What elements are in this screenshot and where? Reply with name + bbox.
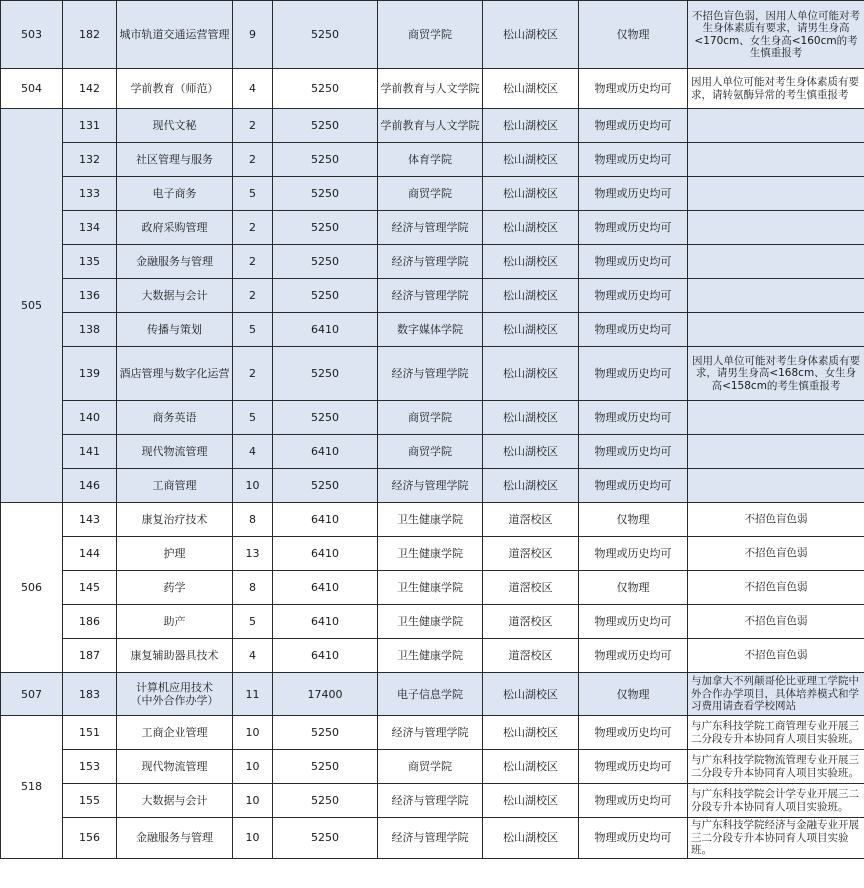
tuition-cell: 17400 (273, 673, 378, 716)
tuition-cell: 6410 (273, 313, 378, 347)
major-code-cell: 141 (63, 435, 117, 469)
college-cell: 学前教育与人文学院 (378, 69, 483, 109)
table-row (1, 435, 864, 469)
plan-count-cell: 10 (233, 818, 273, 859)
tuition-cell: 6410 (273, 605, 378, 639)
major-code-cell: 142 (63, 69, 117, 109)
tuition-cell: 6410 (273, 503, 378, 537)
tuition-cell: 5250 (273, 784, 378, 818)
table-row (1, 784, 864, 818)
subject-requirement-cell: 物理或历史均可 (579, 469, 688, 503)
table-row (1, 401, 864, 435)
campus-cell: 松山湖校区 (483, 750, 579, 784)
major-name-cell: 传播与策划 (117, 313, 233, 347)
plan-count-cell: 8 (233, 571, 273, 605)
plan-count-cell: 5 (233, 177, 273, 211)
tuition-cell: 6410 (273, 435, 378, 469)
plan-count-cell: 5 (233, 605, 273, 639)
major-code-cell: 187 (63, 639, 117, 673)
tuition-cell: 6410 (273, 537, 378, 571)
major-code-cell: 144 (63, 537, 117, 571)
subject-requirement-cell: 物理或历史均可 (579, 537, 688, 571)
major-name-cell: 大数据与会计 (117, 279, 233, 313)
major-code-cell: 153 (63, 750, 117, 784)
major-name-cell: 现代物流管理 (117, 435, 233, 469)
remark-cell (688, 109, 864, 143)
college-cell: 经济与管理学院 (378, 211, 483, 245)
subject-requirement-cell: 物理或历史均可 (579, 784, 688, 818)
plan-count-cell: 2 (233, 109, 273, 143)
plan-count-cell: 10 (233, 784, 273, 818)
subject-requirement-cell: 物理或历史均可 (579, 143, 688, 177)
major-name-cell: 商务英语 (117, 401, 233, 435)
campus-cell: 松山湖校区 (483, 435, 579, 469)
college-cell: 商贸学院 (378, 177, 483, 211)
group-code-cell: 518 (1, 716, 63, 859)
major-code-cell: 132 (63, 143, 117, 177)
remark-cell: 与广东科技学院物流管理专业开展三二分段专升本协同育人项目实验班。 (688, 750, 864, 784)
tuition-cell: 5250 (273, 818, 378, 859)
plan-count-cell: 8 (233, 503, 273, 537)
remark-cell (688, 177, 864, 211)
subject-requirement-cell: 物理或历史均可 (579, 211, 688, 245)
table-row (1, 537, 864, 571)
major-code-cell: 138 (63, 313, 117, 347)
group-code-cell: 507 (1, 673, 63, 716)
tuition-cell: 5250 (273, 69, 378, 109)
major-name-cell: 电子商务 (117, 177, 233, 211)
tuition-cell: 5250 (273, 211, 378, 245)
table-row (1, 571, 864, 605)
major-name-cell: 大数据与会计 (117, 784, 233, 818)
college-cell: 电子信息学院 (378, 673, 483, 716)
major-name-cell: 康复辅助器具技术 (117, 639, 233, 673)
plan-count-cell: 9 (233, 1, 273, 69)
campus-cell: 松山湖校区 (483, 716, 579, 750)
college-cell: 学前教育与人文学院 (378, 109, 483, 143)
college-cell: 卫生健康学院 (378, 503, 483, 537)
plan-count-cell: 4 (233, 69, 273, 109)
remark-cell (688, 245, 864, 279)
major-code-cell: 140 (63, 401, 117, 435)
remark-cell: 与广东科技学院会计学专业开展三二分段专升本协同育人项目实验班。 (688, 784, 864, 818)
plan-count-cell: 5 (233, 401, 273, 435)
major-name-cell: 社区管理与服务 (117, 143, 233, 177)
campus-cell: 道滘校区 (483, 537, 579, 571)
campus-cell: 松山湖校区 (483, 69, 579, 109)
table-row (1, 1, 864, 69)
subject-requirement-cell: 物理或历史均可 (579, 313, 688, 347)
subject-requirement-cell: 物理或历史均可 (579, 605, 688, 639)
major-code-cell: 133 (63, 177, 117, 211)
remark-cell: 不招色盲色弱 (688, 571, 864, 605)
college-cell: 经济与管理学院 (378, 784, 483, 818)
major-code-cell: 139 (63, 347, 117, 401)
table-row (1, 605, 864, 639)
campus-cell: 松山湖校区 (483, 143, 579, 177)
table-row (1, 177, 864, 211)
remark-cell: 因用人单位可能对考生身体素质有要求，请转氨酶异常的考生慎重报考 (688, 69, 864, 109)
plan-count-cell: 10 (233, 469, 273, 503)
tuition-cell: 5250 (273, 1, 378, 69)
campus-cell: 松山湖校区 (483, 1, 579, 69)
subject-requirement-cell: 物理或历史均可 (579, 818, 688, 859)
tuition-cell: 5250 (273, 279, 378, 313)
major-code-cell: 151 (63, 716, 117, 750)
major-name-cell: 工商企业管理 (117, 716, 233, 750)
remark-cell: 不招色盲色弱，因用人单位可能对考生身体素质有要求，请男生身高<170cm、女生身高<160cm的考生慎重报考 (688, 1, 864, 69)
table-row (1, 313, 864, 347)
remark-cell (688, 435, 864, 469)
college-cell: 卫生健康学院 (378, 605, 483, 639)
table-row (1, 143, 864, 177)
plan-count-cell: 5 (233, 313, 273, 347)
tuition-cell: 5250 (273, 469, 378, 503)
remark-cell (688, 313, 864, 347)
campus-cell: 松山湖校区 (483, 401, 579, 435)
plan-count-cell: 11 (233, 673, 273, 716)
major-name-cell: 现代文秘 (117, 109, 233, 143)
major-code-cell: 134 (63, 211, 117, 245)
plan-count-cell: 10 (233, 716, 273, 750)
subject-requirement-cell: 物理或历史均可 (579, 639, 688, 673)
campus-cell: 松山湖校区 (483, 177, 579, 211)
subject-requirement-cell: 物理或历史均可 (579, 750, 688, 784)
college-cell: 商贸学院 (378, 750, 483, 784)
college-cell: 经济与管理学院 (378, 347, 483, 401)
tuition-cell: 5250 (273, 109, 378, 143)
subject-requirement-cell: 仅物理 (579, 673, 688, 716)
major-name-cell: 金融服务与管理 (117, 245, 233, 279)
remark-cell: 与广东科技学院工商管理专业开展三二分段专升本协同育人项目实验班。 (688, 716, 864, 750)
table-row (1, 245, 864, 279)
table-row (1, 469, 864, 503)
major-code-cell: 186 (63, 605, 117, 639)
major-name-cell: 康复治疗技术 (117, 503, 233, 537)
major-name-cell: 现代物流管理 (117, 750, 233, 784)
college-cell: 经济与管理学院 (378, 245, 483, 279)
remark-cell: 不招色盲色弱 (688, 537, 864, 571)
remark-cell (688, 469, 864, 503)
tuition-cell: 6410 (273, 639, 378, 673)
campus-cell: 松山湖校区 (483, 347, 579, 401)
major-code-cell: 182 (63, 1, 117, 69)
subject-requirement-cell: 仅物理 (579, 503, 688, 537)
subject-requirement-cell: 物理或历史均可 (579, 435, 688, 469)
major-name-cell: 护理 (117, 537, 233, 571)
major-code-cell: 135 (63, 245, 117, 279)
campus-cell: 道滘校区 (483, 605, 579, 639)
remark-cell (688, 401, 864, 435)
campus-cell: 松山湖校区 (483, 673, 579, 716)
campus-cell: 松山湖校区 (483, 818, 579, 859)
remark-cell: 与广东科技学院经济与金融专业开展三二分段专升本协同育人项目实验班。 (688, 818, 864, 859)
major-name-cell: 药学 (117, 571, 233, 605)
table-row (1, 639, 864, 673)
plan-count-cell: 2 (233, 245, 273, 279)
remark-cell: 不招色盲色弱 (688, 605, 864, 639)
campus-cell: 松山湖校区 (483, 109, 579, 143)
campus-cell: 道滘校区 (483, 639, 579, 673)
major-code-cell: 131 (63, 109, 117, 143)
remark-cell: 因用人单位可能对考生身体素质有要求，请男生身高<168cm、女生身高<158cm的考生慎重报考 (688, 347, 864, 401)
remark-cell (688, 143, 864, 177)
tuition-cell: 5250 (273, 750, 378, 784)
table-row (1, 69, 864, 109)
campus-cell: 道滘校区 (483, 503, 579, 537)
tuition-cell: 5250 (273, 401, 378, 435)
major-name-cell: 计算机应用技术 （中外合作办学） (117, 673, 233, 716)
group-code-cell: 506 (1, 503, 63, 673)
subject-requirement-cell: 物理或历史均可 (579, 716, 688, 750)
table-row (1, 109, 864, 143)
college-cell: 体育学院 (378, 143, 483, 177)
subject-requirement-cell: 物理或历史均可 (579, 245, 688, 279)
table-row (1, 716, 864, 750)
subject-requirement-cell: 物理或历史均可 (579, 347, 688, 401)
tuition-cell: 5250 (273, 245, 378, 279)
plan-count-cell: 10 (233, 750, 273, 784)
plan-count-cell: 4 (233, 639, 273, 673)
major-name-cell: 金融服务与管理 (117, 818, 233, 859)
group-code-cell: 505 (1, 109, 63, 503)
table-row (1, 347, 864, 401)
campus-cell: 道滘校区 (483, 571, 579, 605)
remark-cell: 与加拿大不列颠哥伦比亚理工学院中外合作办学项目，具体培养模式和学习费用请查看学校网站 (688, 673, 864, 716)
campus-cell: 松山湖校区 (483, 469, 579, 503)
group-code-cell: 503 (1, 1, 63, 69)
subject-requirement-cell: 物理或历史均可 (579, 109, 688, 143)
subject-requirement-cell: 仅物理 (579, 1, 688, 69)
college-cell: 经济与管理学院 (378, 716, 483, 750)
plan-count-cell: 4 (233, 435, 273, 469)
major-code-cell: 146 (63, 469, 117, 503)
campus-cell: 松山湖校区 (483, 313, 579, 347)
major-code-cell: 136 (63, 279, 117, 313)
remark-cell: 不招色盲色弱 (688, 503, 864, 537)
college-cell: 商贸学院 (378, 1, 483, 69)
tuition-cell: 5250 (273, 143, 378, 177)
subject-requirement-cell: 物理或历史均可 (579, 69, 688, 109)
college-cell: 经济与管理学院 (378, 469, 483, 503)
major-name-cell: 城市轨道交通运营管理 (117, 1, 233, 69)
college-cell: 卫生健康学院 (378, 571, 483, 605)
subject-requirement-cell: 物理或历史均可 (579, 401, 688, 435)
tuition-cell: 6410 (273, 571, 378, 605)
table-row (1, 673, 864, 716)
college-cell: 数字媒体学院 (378, 313, 483, 347)
tuition-cell: 5250 (273, 716, 378, 750)
major-name-cell: 政府采购管理 (117, 211, 233, 245)
major-name-cell: 学前教育（师范） (117, 69, 233, 109)
college-cell: 经济与管理学院 (378, 279, 483, 313)
campus-cell: 松山湖校区 (483, 245, 579, 279)
major-code-cell: 155 (63, 784, 117, 818)
plan-count-cell: 2 (233, 211, 273, 245)
tuition-cell: 5250 (273, 177, 378, 211)
table-row (1, 211, 864, 245)
remark-cell (688, 279, 864, 313)
subject-requirement-cell: 物理或历史均可 (579, 177, 688, 211)
subject-requirement-cell: 仅物理 (579, 571, 688, 605)
remark-cell (688, 211, 864, 245)
college-cell: 卫生健康学院 (378, 537, 483, 571)
tuition-cell: 5250 (273, 347, 378, 401)
college-cell: 商贸学院 (378, 401, 483, 435)
major-code-cell: 183 (63, 673, 117, 716)
major-name-cell: 助产 (117, 605, 233, 639)
table-row (1, 503, 864, 537)
group-code-cell: 504 (1, 69, 63, 109)
plan-count-cell: 2 (233, 347, 273, 401)
table-row (1, 279, 864, 313)
plan-count-cell: 13 (233, 537, 273, 571)
campus-cell: 松山湖校区 (483, 211, 579, 245)
plan-count-cell: 2 (233, 279, 273, 313)
remark-cell: 不招色盲色弱 (688, 639, 864, 673)
table-row (1, 818, 864, 859)
college-cell: 卫生健康学院 (378, 639, 483, 673)
major-name-cell: 酒店管理与数字化运营 (117, 347, 233, 401)
college-cell: 经济与管理学院 (378, 818, 483, 859)
college-cell: 商贸学院 (378, 435, 483, 469)
plan-count-cell: 2 (233, 143, 273, 177)
major-code-cell: 145 (63, 571, 117, 605)
campus-cell: 松山湖校区 (483, 784, 579, 818)
major-code-cell: 156 (63, 818, 117, 859)
major-name-cell: 工商管理 (117, 469, 233, 503)
campus-cell: 松山湖校区 (483, 279, 579, 313)
table-row (1, 750, 864, 784)
subject-requirement-cell: 物理或历史均可 (579, 279, 688, 313)
major-code-cell: 143 (63, 503, 117, 537)
